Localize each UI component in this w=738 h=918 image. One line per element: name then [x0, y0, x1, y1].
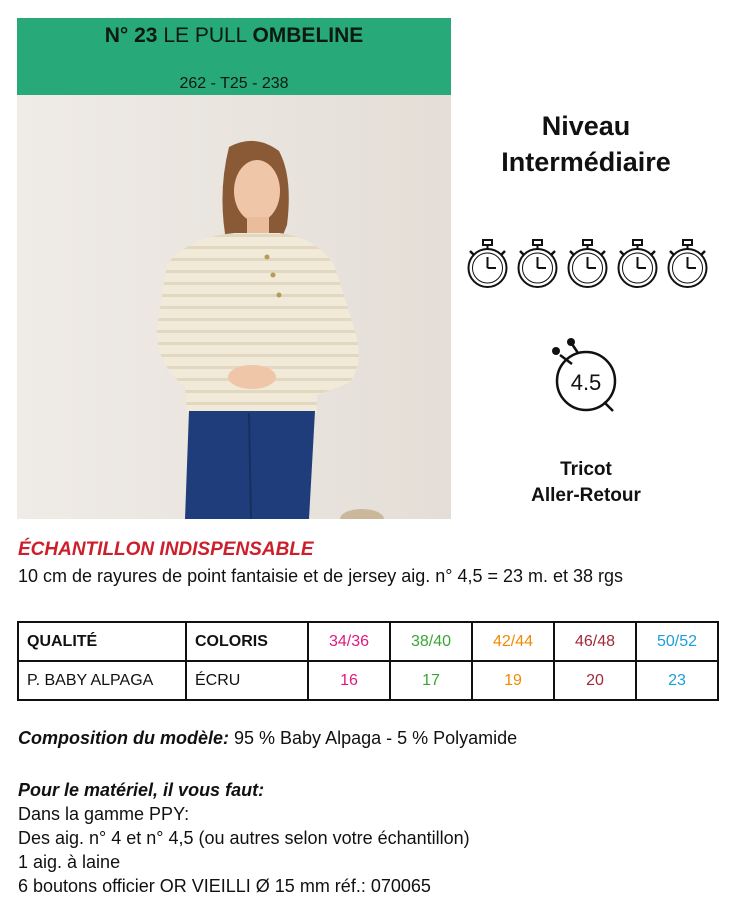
stopwatch-icon: [664, 238, 711, 290]
yarn-qty-size-5: 23: [636, 661, 718, 700]
material-label: Pour le matériel, il vous faut:: [18, 780, 265, 800]
material-line: Des aig. n° 4 et n° 4,5 (ou autres selon votre échantillon): [18, 828, 470, 848]
header-size-1: 34/36: [308, 622, 390, 661]
stopwatch-icon: [464, 238, 511, 290]
header-color: COLORIS: [186, 622, 308, 661]
material-line: 1 aig. à laine: [18, 852, 121, 872]
material-list: [18, 778, 470, 898]
material-line: 6 boutons officier OR VIEILLI Ø 15 mm réf.: 070065: [18, 876, 431, 896]
header-size-5: 50/52: [636, 622, 718, 661]
yarn-color: ÉCRU: [186, 661, 308, 700]
technique-line-2: Aller-Retour: [531, 485, 641, 506]
needle-size: 4.5: [570, 370, 602, 395]
sample-text: 10 cm de rayures de point fantaisie et de jersey aig. n° 4,5 = 23 m. et 38 rgs: [18, 566, 624, 586]
header-size-2: 38/40: [390, 622, 472, 661]
technique: [458, 457, 714, 509]
material-line: Dans la gamme PPY:: [18, 804, 190, 824]
pattern-type: LE PULL: [163, 24, 247, 47]
yarn-qty-size-1: 16: [308, 661, 390, 700]
pattern-reference: 262 - T25 - 238: [179, 75, 289, 92]
difficulty-label: Niveau: [541, 111, 631, 141]
composition-value: 95 % Baby Alpaga - 5 % Polyamide: [229, 728, 518, 748]
yarn-table-row: [18, 661, 718, 700]
pattern-number: N° 23: [104, 24, 158, 47]
difficulty-value: Intermédiaire: [501, 147, 671, 177]
composition-label: Composition du modèle:: [18, 728, 229, 748]
pattern-name: OMBELINE: [252, 24, 364, 47]
pattern-header: [17, 18, 451, 95]
sample-title: ÉCHANTILLON INDISPENSABLE: [18, 539, 314, 560]
header-size-4: 46/48: [554, 622, 636, 661]
difficulty-level: [458, 108, 714, 180]
yarn-qty-size-2: 17: [390, 661, 472, 700]
difficulty-stopwatches: [464, 238, 711, 290]
knitting-needle-icon: [546, 336, 626, 418]
stopwatch-icon: [614, 238, 661, 290]
header-size-3: 42/44: [472, 622, 554, 661]
yarn-qty-size-4: 20: [554, 661, 636, 700]
model-photo: [17, 95, 451, 519]
header-quality: QUALITÉ: [18, 622, 186, 661]
composition: [18, 728, 517, 749]
yarn-table: [17, 621, 719, 701]
technique-line-1: Tricot: [560, 459, 612, 480]
stopwatch-icon: [564, 238, 611, 290]
yarn-table-header-row: [18, 622, 718, 661]
pattern-title: [17, 24, 451, 48]
yarn-quality: P. BABY ALPAGA: [18, 661, 186, 700]
stopwatch-icon: [514, 238, 561, 290]
yarn-qty-size-3: 19: [472, 661, 554, 700]
